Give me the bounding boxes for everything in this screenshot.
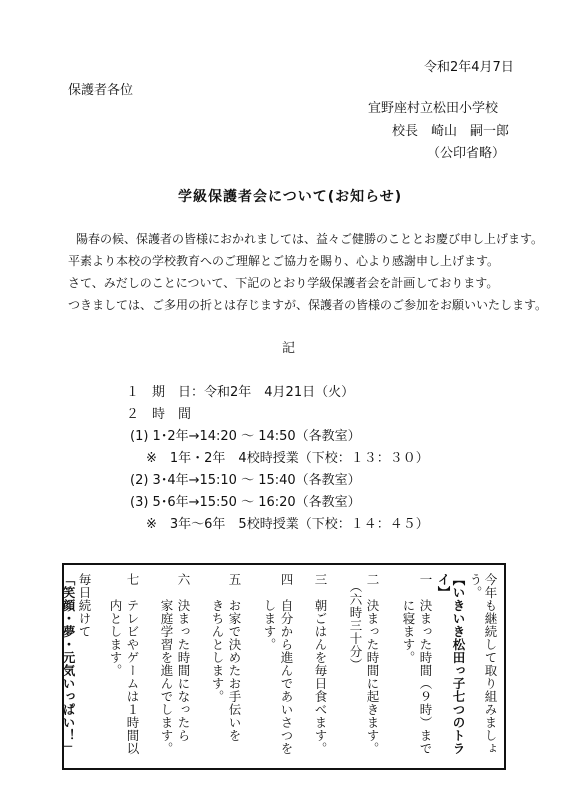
schedule-slot-3: (3) 5･6年→15:50 ～ 16:20（各教室） — [130, 495, 361, 510]
try-5-b: きちんとします。 — [210, 573, 225, 703]
box-closing-b: 「笑顔・夢・元気いっぱい！」 — [61, 573, 76, 755]
try-5-a: 五 お家で決めたお手伝いを — [227, 573, 242, 742]
seven-tries-box — [62, 563, 506, 770]
schedule-note-3: ※ 3年～6年 5校時授業（下校：１４：４５） — [146, 517, 429, 532]
try-6-b: 家庭学習を進んでします。 — [159, 573, 174, 755]
try-4-a: 四 自分から進んであいさつを — [279, 573, 294, 755]
schedule-time-heading: ２ 時 間 — [126, 407, 192, 422]
try-6-a: 六 決まった時間になったら — [176, 573, 191, 742]
document-date: 令和2年4月7日 — [424, 60, 514, 75]
body-line-2: 平素より本校の学校教育へのご理解とご協力を賜り、心より感謝申し上げます。 — [68, 254, 500, 268]
try-1-a: 一 決まった時間（９時）まで — [418, 573, 433, 755]
try-3: 三 朝ごはんを毎日食べます。 — [313, 573, 328, 755]
school-name: 宜野座村立松田小学校 — [368, 101, 499, 116]
try-1-b: に寝ます。 — [401, 573, 416, 664]
try-2-b: （六時三十分） — [348, 573, 363, 671]
schedule-slot-2: (2) 3･4年→15:10 ～ 15:40（各教室） — [130, 473, 361, 488]
document-title: 学級保護者会について(お知らせ) — [178, 189, 403, 205]
try-7-a: 七 テレビやゲームは１時間以 — [125, 573, 140, 755]
body-line-4: つきましては、ご多用の折とは存じますが、保護者の皆様のご参加をお願いいたします。 — [68, 298, 548, 312]
body-line-1: 陽春の候、保護者の皆様におかれましては、益々ご健勝のこととお慶び申し上げます。 — [76, 232, 544, 246]
addressee: 保護者各位 — [68, 83, 134, 98]
try-2-a: 二 決まった時間に起きます。 — [365, 573, 380, 755]
schedule-slot-1: (1) 1･2年→14:20 ～ 14:50（各教室） — [130, 429, 361, 444]
try-4-b: します。 — [262, 573, 277, 651]
principal-name: 校長 崎山 嗣一郎 — [392, 124, 510, 139]
ki-label: 記 — [282, 341, 296, 356]
seal-note: （公印省略） — [427, 146, 506, 161]
body-line-3: さて、みだしのことについて、下記のとおり学級保護者会を計画しております。 — [68, 276, 499, 290]
box-heading: 【いきいき松田っ子七つのトライ】 — [436, 573, 466, 755]
box-intro: 今年も継続して取り組みましょう。 — [468, 573, 498, 755]
schedule-date: １ 期 日：令和2年 4月21日（火） — [126, 385, 355, 400]
try-7-b: 内とします。 — [108, 573, 123, 677]
schedule-note-1: ※ 1年・2年 4校時授業（下校：１３：３０） — [146, 451, 429, 466]
box-closing-a: 毎日続けて — [77, 573, 92, 638]
